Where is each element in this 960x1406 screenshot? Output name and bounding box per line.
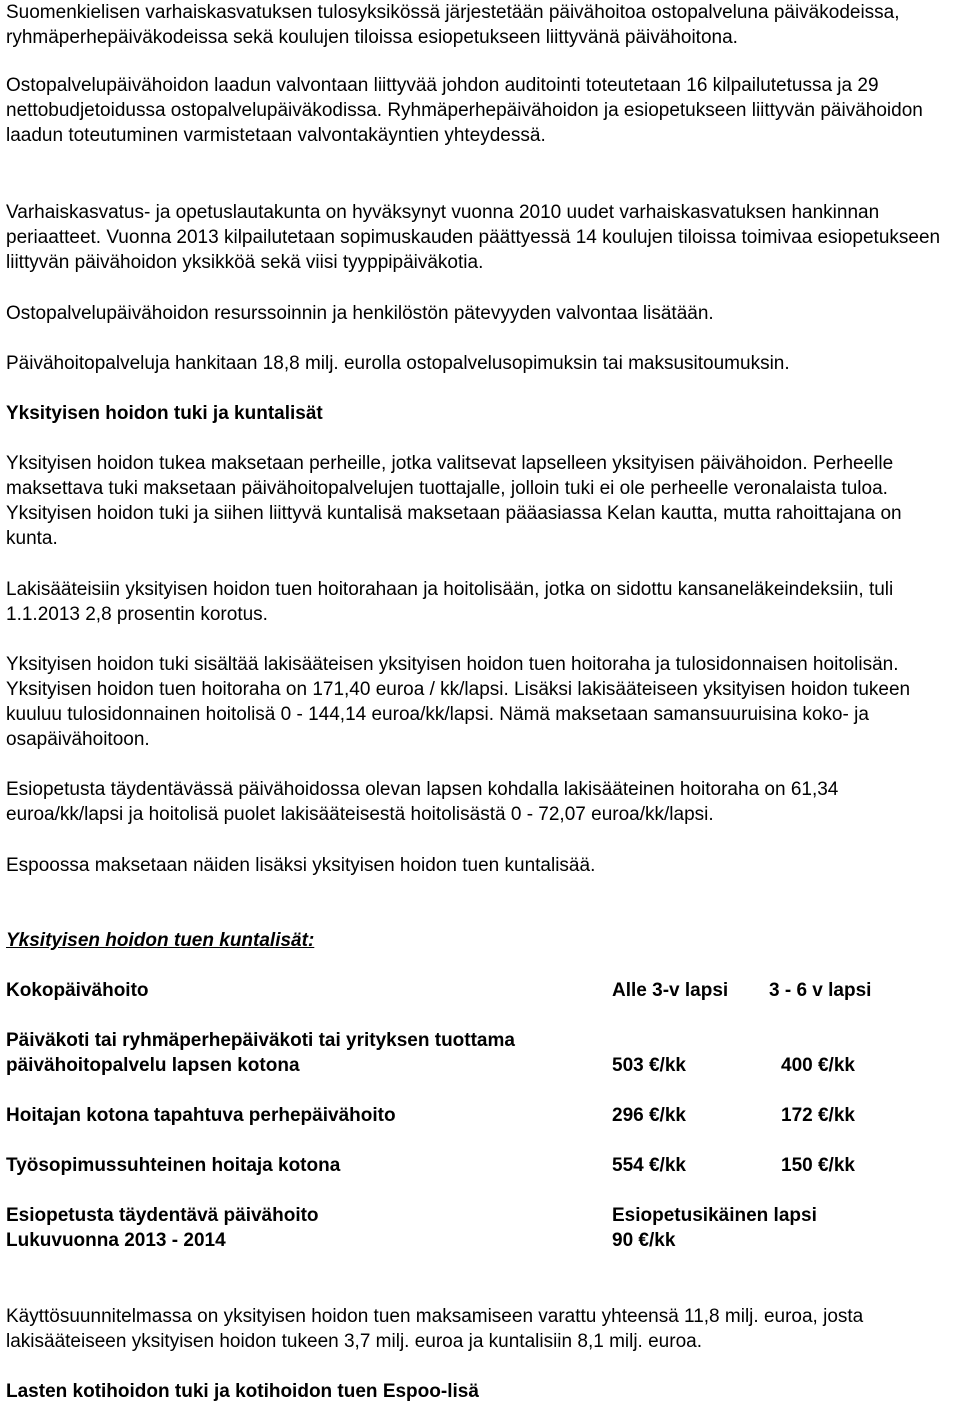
table-cell-3-to-6: 150 €/kk <box>781 1155 855 1176</box>
paragraph-resourcing: Ostopalvelupäivähoidon resurssoinnin ja henkilöstön pätevyyden valvontaa lisätään. <box>6 303 714 324</box>
table-row-label: Päiväkoti tai ryhmäperhepäiväkoti tai yrityksen tuottama päivähoitopalvelu lapsen kotona <box>6 1030 515 1076</box>
table-cell-under-3: 554 €/kk <box>612 1155 686 1176</box>
table-row-label: Työsopimussuhteinen hoitaja kotona <box>6 1155 341 1176</box>
table-header-3-to-6: 3 - 6 v lapsi <box>769 980 872 1001</box>
section-heading-home-care: Lasten kotihoidon tuki ja kotihoidon tuen Espoo-lisä <box>6 1381 479 1402</box>
paragraph-preschool-support: Esiopetusta täydentävässä päivähoidossa olevan lapsen kohdalla lakisääteinen hoitoraha on 61,34 euroa/kk/lapsi ja hoitolisä puolet lakisääteisestä hoitolisästä 0 - 72,07 euroa/kk/lapsi. <box>6 779 839 825</box>
table-row-label: Esiopetusta täydentävä päivähoito Lukuvuonna 2013 - 2014 <box>6 1205 319 1251</box>
paragraph-support-amounts: Yksityisen hoidon tuki sisältää lakisääteisen yksityisen hoidon tuen hoitoraha ja tulosidonnaisen hoitolisän. Yksityisen hoidon tuen hoitoraha on 171,40 euroa / kk/lapsi. Lisäksi lakisääteiseen yksityisen hoidon tukeen kuuluu tulosidonnainen hoitolisä 0 - 144,14 euroa/kk/lapsi. Nämä maksetaan samansuuruisina koko- ja osapäivähoitoon. <box>6 654 911 750</box>
paragraph-intro: Suomenkielisen varhaiskasvatuksen tulosyksikössä järjestetään päivähoitoa ostopalveluna päiväkodeissa, ryhmäperhepäiväkodeissa sekä koulujen tiloissa esiopetukseen liittyvänä päivähoitona. <box>6 2 900 48</box>
paragraph-procurement: Varhaiskasvatus- ja opetuslautakunta on hyväksynyt vuonna 2010 uudet varhaiskasvatuksen hankinnan periaatteet. Vuonna 2013 kilpailutetaan sopimuskauden päättyessä 14 koulujen tiloissa toimivaa esiopetukseen liittyvän päivähoidon yksikköä sekä viisi tyyppipäiväkotia. <box>6 202 941 273</box>
table-cell-under-3: 296 €/kk <box>612 1105 686 1126</box>
section-heading-supplements: Yksityisen hoidon tuen kuntalisät: <box>6 930 315 951</box>
table-cell-3-to-6: 172 €/kk <box>781 1105 855 1126</box>
paragraph-espoo-supplement: Espoossa maksetaan näiden lisäksi yksityisen hoidon tuen kuntalisää. <box>6 855 596 876</box>
table-header-label: Kokopäivähoito <box>6 980 149 1001</box>
paragraph-budget-allocation: Käyttösuunnitelmassa on yksityisen hoidon tuen maksamiseen varattu yhteensä 11,8 milj. euroa, josta lakisääteiseen yksityisen hoidon tukeen 3,7 milj. euroa ja kuntalisiin 8,1 milj. euroa. <box>6 1306 864 1352</box>
paragraph-quality-audit: Ostopalvelupäivähoidon laadun valvontaan liittyvää johdon auditointi toteutetaan 16 kilpailutetussa ja 29 nettobudjetoidussa ostopalvelupäiväkodissa. Ryhmäperhepäivähoidon ja esiopetukseen liittyvän päivähoidon laadun toteutuminen varmistetaan valvontakäyntien yhteydessä. <box>6 75 923 146</box>
section-heading-private-care: Yksityisen hoidon tuki ja kuntalisät <box>6 403 323 424</box>
table-cell-3-to-6: 400 €/kk <box>781 1055 855 1076</box>
table-cell-under-3: 503 €/kk <box>612 1055 686 1076</box>
table-header-under-3: Alle 3-v lapsi <box>612 980 729 1001</box>
table-row-label: Hoitajan kotona tapahtuva perhepäivähoito <box>6 1105 396 1126</box>
paragraph-budget: Päivähoitopalveluja hankitaan 18,8 milj. eurolla ostopalvelusopimuksin tai maksusitoumuksin. <box>6 353 790 374</box>
paragraph-private-care-support: Yksityisen hoidon tukea maksetaan perheille, jotka valitsevat lapselleen yksityisen päivähoidon. Perheelle maksettava tuki maksetaan päivähoitopalvelujen tuottajalle, jolloin tuki ei ole perheelle veronalaista tuloa. Yksityisen hoidon tuki ja siihen liittyvä kuntalisä maksetaan pääasiassa Kelan kautta, mutta rahoittajana on kunta. <box>6 453 902 549</box>
table-cell-preschool: Esiopetusikäinen lapsi 90 €/kk <box>612 1205 817 1251</box>
paragraph-index-raise: Lakisääteisiin yksityisen hoidon tuen hoitorahaan ja hoitolisään, jotka on sidottu kansaneläkeindeksiin, tuli 1.1.2013 2,8 prosentin korotus. <box>6 579 894 625</box>
